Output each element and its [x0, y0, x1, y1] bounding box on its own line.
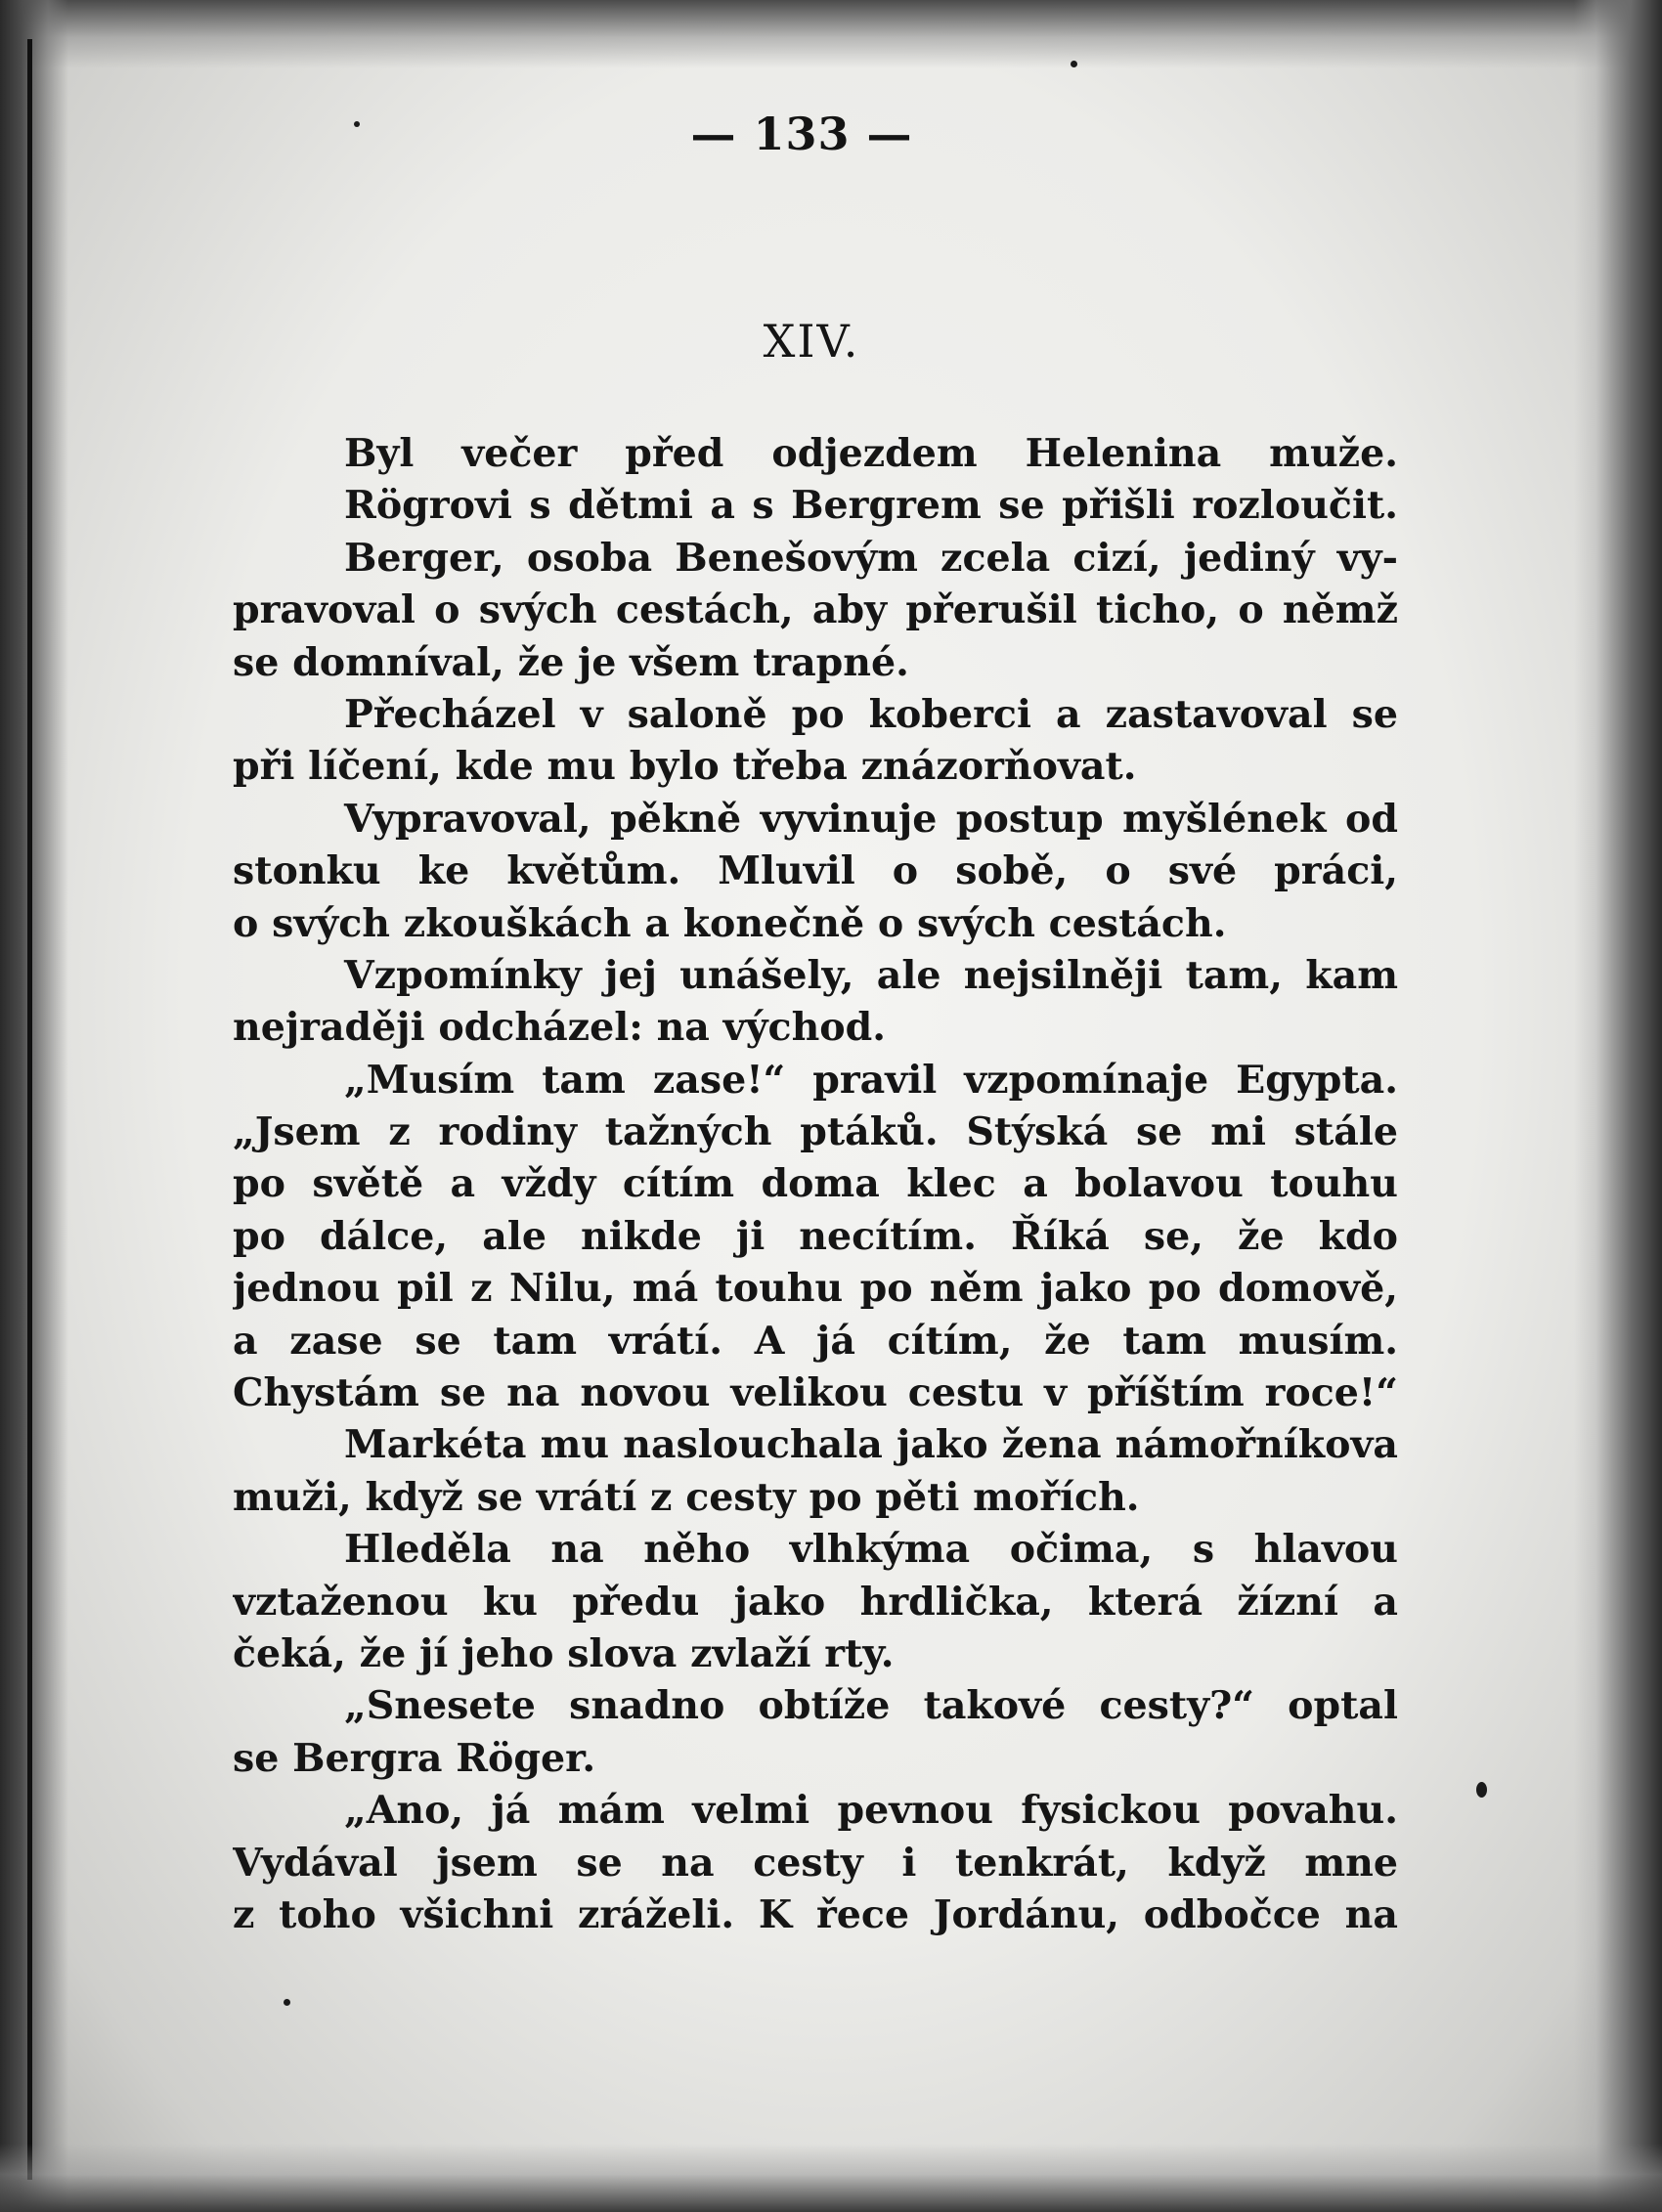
text-line: po světě a vždy cítím doma klec a bolavou touhu	[233, 1161, 1398, 1207]
chapter-title: XIV.	[763, 315, 860, 368]
page-left-binding-line	[27, 39, 32, 2180]
text-line: nejraději odcházel: na východ.	[233, 1005, 887, 1051]
text-line: se domníval, že je všem trapné.	[233, 639, 909, 685]
text-line: „Musím tam zase!“ pravil vzpomínaje Egypta.	[344, 1057, 1398, 1103]
text-line: čeká, že jí jeho slova zvlaží rty.	[233, 1630, 895, 1676]
text-line: se Bergra Röger.	[233, 1735, 596, 1781]
ink-speck	[354, 121, 360, 127]
text-line: „Jsem z rodiny tažných ptáků. Stýská se mi stále	[233, 1109, 1398, 1155]
text-line: pravoval o svých cestách, aby přerušil ticho, o němž	[233, 587, 1398, 633]
text-line: o svých zkouškách a konečně o svých cestách.	[233, 900, 1227, 946]
page-number: — 133 —	[690, 108, 913, 160]
text-line: „Snesete snadno obtíže takové cesty?“ optal	[344, 1683, 1398, 1729]
text-line: po dálce, ale nikde ji necítím. Říká se, že kdo	[233, 1213, 1398, 1259]
ink-speck	[1071, 61, 1077, 67]
text-line: Hleděla na něho vlhkýma očima, s hlavou	[344, 1527, 1398, 1573]
page-left-binding-shadow	[0, 0, 68, 2212]
ink-speck	[1476, 1782, 1487, 1798]
text-line: Vypravoval, pěkně vyvinuje postup myšlének od	[344, 796, 1398, 842]
page-bottom-shadow	[0, 2144, 1662, 2212]
text-line: vztaženou ku předu jako hrdlička, která žízní a	[233, 1579, 1398, 1625]
page-top-shadow	[0, 0, 1662, 68]
text-line: Chystám se na novou velikou cestu v příštím roce!“	[233, 1370, 1398, 1416]
page-right-shadow	[1574, 0, 1662, 2212]
body-text	[233, 428, 1398, 1941]
text-line: z toho všichni zráželi. K řece Jordánu, odbočce na	[233, 1891, 1398, 1937]
text-line: Markéta mu naslouchala jako žena námořníkova	[344, 1422, 1398, 1468]
text-line: muži, když se vrátí z cesty po pěti mořích.	[233, 1474, 1140, 1520]
text-line: Vzpomínky jej unášely, ale nejsilněji tam, kam	[344, 952, 1398, 998]
text-line: Byl večer před odjezdem Helenina muže.	[344, 431, 1398, 476]
text-line: Přecházel v saloně po koberci a zastavoval se	[344, 691, 1398, 737]
ink-speck	[284, 1999, 290, 2006]
text-line: Vydával jsem se na cesty i tenkrát, když mne	[233, 1840, 1398, 1886]
text-line: stonku ke květům. Mluvil o sobě, o své práci,	[233, 848, 1398, 894]
text-line: Berger, osoba Benešovým zcela cizí, jediný vy-	[344, 535, 1398, 581]
text-line: při líčení, kde mu bylo třeba znázorňovat.	[233, 744, 1137, 790]
text-line: „Ano, já mám velmi pevnou fysickou povahu.	[344, 1788, 1398, 1834]
text-line: jednou pil z Nilu, má touhu po něm jako po domově,	[233, 1266, 1398, 1312]
text-line: Rögrovi s dětmi a s Bergrem se přišli rozloučit.	[344, 483, 1398, 529]
text-line: a zase se tam vrátí. A já cítím, že tam musím.	[233, 1318, 1398, 1364]
